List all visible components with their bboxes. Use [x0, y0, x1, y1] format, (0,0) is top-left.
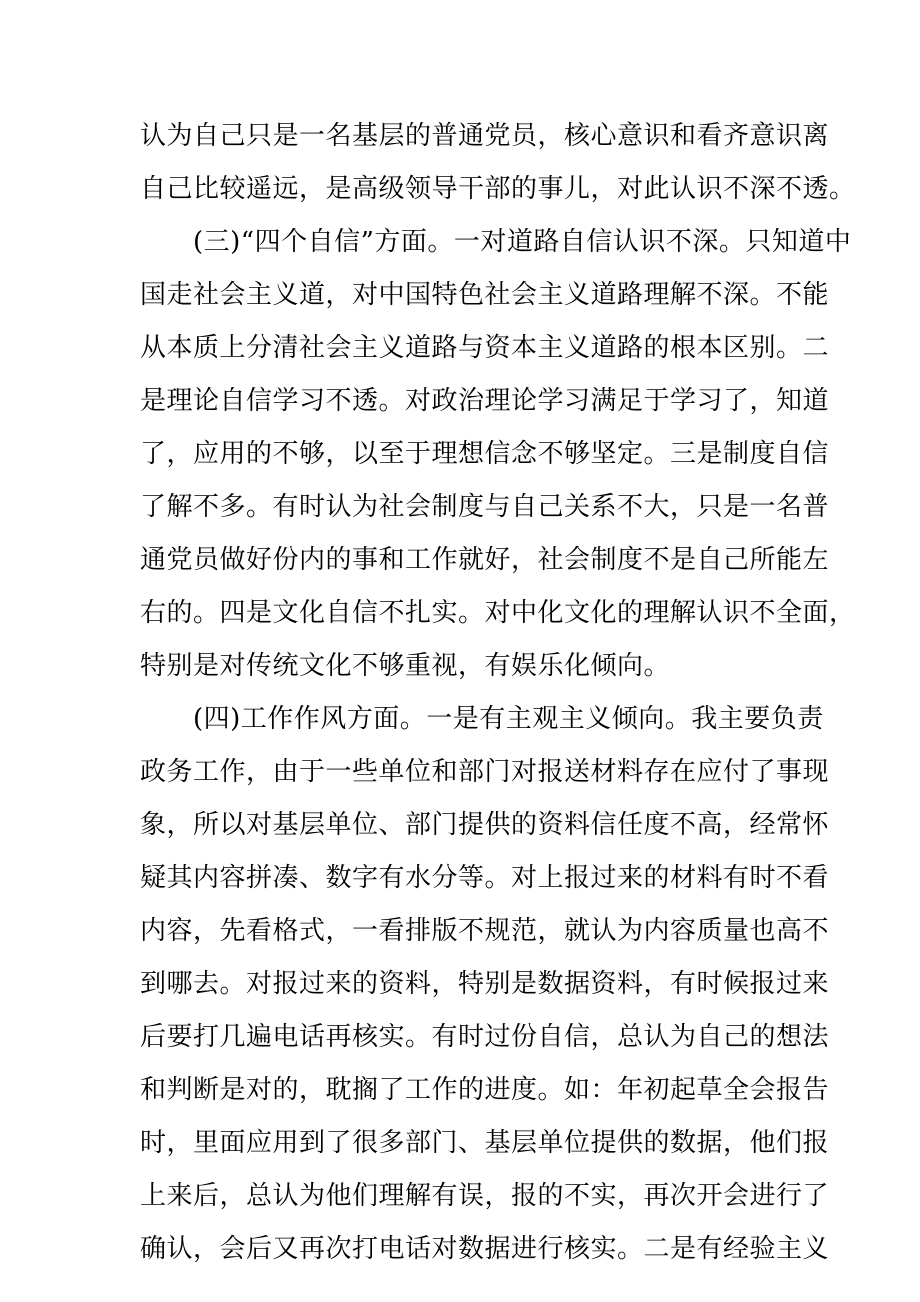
text-line: 后要打几遍电话再核实。有时过份自信，总认为自己的想法: [140, 1022, 830, 1052]
text-line: 认为自己只是一名基层的普通党员，核心意识和看齐意识离: [140, 121, 830, 151]
text-line: (四)工作作风方面。一是有主观主义倾向。我主要负责: [140, 704, 824, 734]
document-page: [140, 110, 856, 1276]
text-line: 右的。四是文化自信不扎实。对中化文化的理解认识不全面，: [140, 598, 856, 628]
text-line: 和判断是对的，耽搁了工作的进度。如：年初起草全会报告: [140, 1075, 830, 1105]
text-line: 特别是对传统文化不够重视，有娱乐化倾向。: [140, 651, 671, 681]
text-line: 从本质上分清社会主义道路与资本主义道路的根本区别。二: [140, 333, 830, 363]
text-line: 国走社会主义道，对中国特色社会主义道路理解不深。不能: [140, 280, 830, 310]
text-line: 是理论自信学习不透。对政治理论学习满足于学习了，知道: [140, 386, 830, 416]
text-line: 到哪去。对报过来的资料，特别是数据资料，有时候报过来: [140, 969, 830, 999]
text-line: 了解不多。有时认为社会制度与自己关系不大，只是一名普: [140, 492, 830, 522]
text-line: 内容，先看格式，一看排版不规范，就认为内容质量也高不: [140, 916, 830, 946]
text-line: 时，里面应用到了很多部门、基层单位提供的数据，他们报: [140, 1128, 830, 1158]
text-line: 政务工作，由于一些单位和部门对报送材料存在应付了事现: [140, 757, 830, 787]
text-line: 了，应用的不够，以至于理想信念不够坚定。三是制度自信: [140, 439, 830, 469]
text-line: 疑其内容拼凑、数字有水分等。对上报过来的材料有时不看: [140, 863, 830, 893]
text-line: 上来后，总认为他们理解有误，报的不实，再次开会进行了: [140, 1181, 830, 1211]
text-line: (三)“四个自信”方面。一对道路自信认识不深。只知道中: [140, 227, 852, 257]
text-line: 象，所以对基层单位、部门提供的资料信任度不高，经常怀: [140, 810, 830, 840]
text-line: 确认，会后又再次打电话对数据进行核实。二是有经验主义: [140, 1234, 830, 1264]
text-line: 通党员做好份内的事和工作就好，社会制度不是自己所能左: [140, 545, 830, 575]
text-line: 自己比较遥远，是高级领导干部的事儿，对此认识不深不透。: [140, 174, 856, 204]
